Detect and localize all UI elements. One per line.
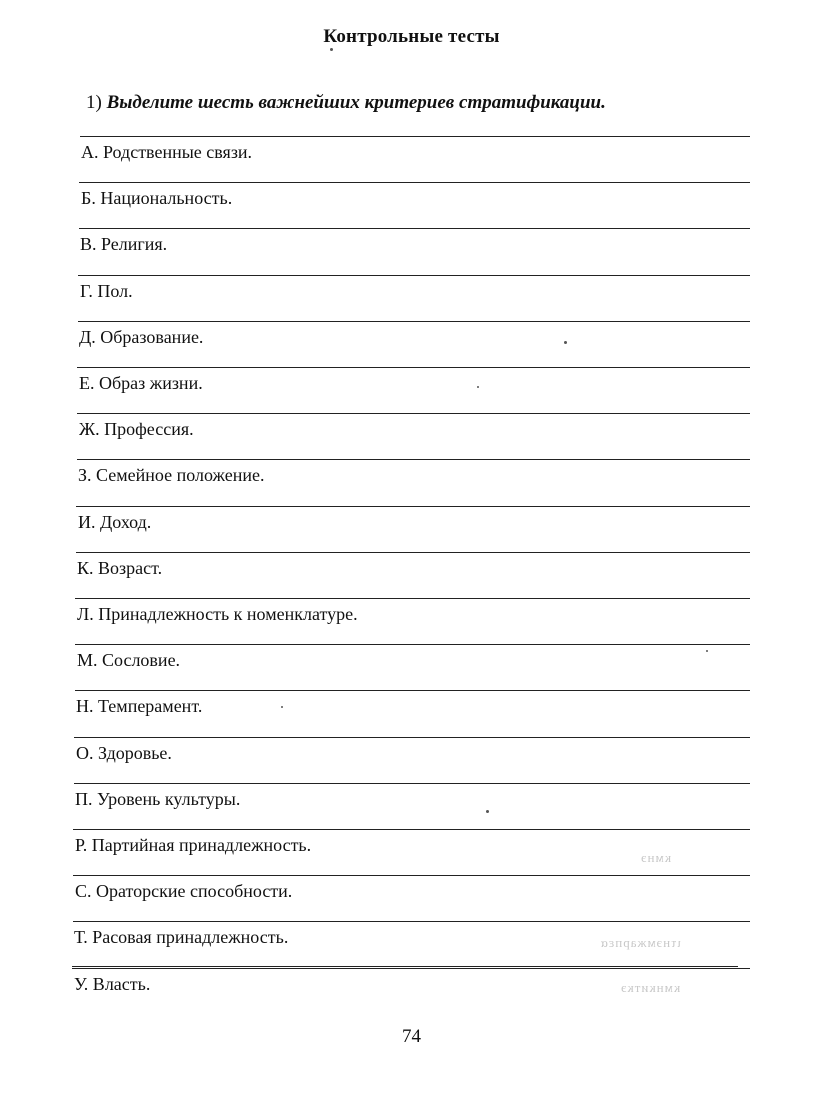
option-item: З. Семейное положение. <box>78 465 265 486</box>
answer-rule <box>78 321 750 322</box>
answer-rule <box>76 552 750 553</box>
answer-rule <box>73 921 750 922</box>
answer-rule <box>80 136 750 137</box>
answer-rule <box>75 644 750 645</box>
answer-rule <box>73 875 750 876</box>
option-item: А. Родственные связи. <box>81 142 253 162</box>
page-number: 74 <box>402 1026 421 1047</box>
answer-rule <box>77 459 750 460</box>
option-item: В. Религия. <box>80 234 168 255</box>
scan-speck <box>706 650 708 652</box>
bleed-through-mark: ιτнэмжарпεα <box>600 935 681 950</box>
answer-rule <box>73 829 750 830</box>
bleed-through-mark: кмнэ <box>640 850 672 865</box>
answer-rule <box>74 783 750 784</box>
answer-rule <box>72 968 750 969</box>
option-item: Д. Образование. <box>79 326 204 347</box>
option-item: Ж. Профессия. <box>79 419 194 440</box>
answer-rule <box>75 598 750 599</box>
question-number: 1) <box>86 92 102 113</box>
answer-rule <box>75 690 750 691</box>
option-item: И. Доход. <box>78 511 152 532</box>
option-item: М. Сословие. <box>77 650 181 671</box>
option-item: Б. Национальность. <box>81 188 233 209</box>
option-item: С. Ораторские способности. <box>75 881 293 902</box>
scan-speck <box>281 706 283 708</box>
option-item: Л. Принадлежность к номенклатуре. <box>77 604 358 624</box>
option-item: Р. Партийная принадлежность. <box>75 835 312 855</box>
answer-rule <box>76 506 750 507</box>
scan-speck <box>486 810 489 813</box>
answer-rule <box>79 228 750 229</box>
option-item: Г. Пол. <box>80 280 133 301</box>
answer-rule <box>78 275 750 276</box>
scan-speck <box>330 48 333 51</box>
option-item: Н. Темперамент. <box>76 696 203 717</box>
page-title: Контрольные тесты <box>323 26 500 47</box>
answer-rule <box>79 182 750 183</box>
answer-rule <box>77 413 750 414</box>
option-item: Т. Расовая принадлежность. <box>74 927 289 948</box>
answer-rule <box>74 737 750 738</box>
option-item: П. Уровень культуры. <box>75 788 241 809</box>
answer-rule <box>72 966 738 967</box>
question-heading <box>86 92 606 114</box>
option-item: О. Здоровье. <box>76 742 172 763</box>
option-item: У. Власть. <box>74 973 151 994</box>
scan-speck <box>564 341 567 344</box>
bleed-through-mark: кмнкиткэ <box>620 980 681 995</box>
scan-speck <box>477 386 479 388</box>
option-item: Е. Образ жизни. <box>79 373 203 393</box>
answer-rule <box>77 367 750 368</box>
question-text: Выделите шесть важнейших критериев стратификации. <box>106 92 606 113</box>
option-item: К. Возраст. <box>77 557 163 578</box>
